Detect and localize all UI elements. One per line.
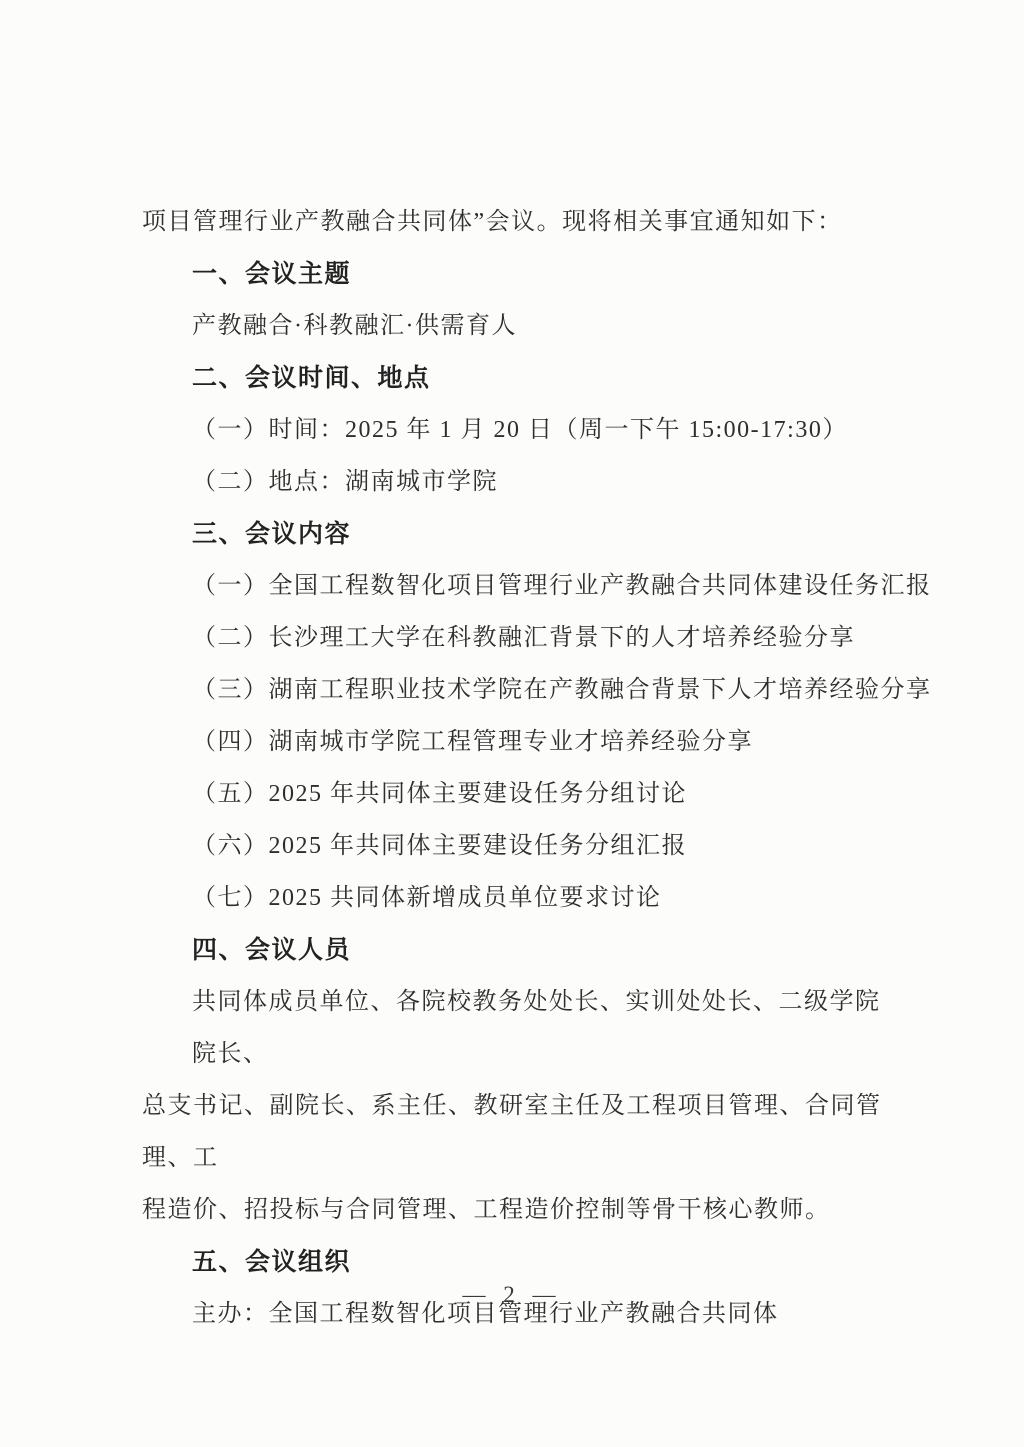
- intro-line: 项目管理行业产教融合共同体”会议。现将相关事宜通知如下：: [142, 209, 843, 235]
- section3-item-3: （三）湖南工程职业技术学院在产教融合背景下人才培养经验分享: [192, 677, 932, 703]
- section1-body: 产教融合·科教融汇·供需育人: [192, 313, 517, 339]
- document-body: [142, 196, 932, 1340]
- section3-item-2: （二）长沙理工大学在科教融汇背景下的人才培养经验分享: [192, 625, 855, 651]
- section2-item-time: （一）时间：2025 年 1 月 20 日（周一下午 15:00-17:30）: [192, 417, 848, 443]
- section3-heading: 三、会议内容: [192, 520, 352, 548]
- section4-paragraph-line-3: 程造价、招投标与合同管理、工程造价控制等骨干核心教师。: [142, 1197, 831, 1223]
- section4-paragraph-line-2: 总支书记、副院长、系主任、教研室主任及工程项目管理、合同管理、工: [142, 1093, 882, 1171]
- section1-heading: 一、会议主题: [192, 260, 352, 288]
- section3-item-1: （一）全国工程数智化项目管理行业产教融合共同体建设任务汇报: [192, 573, 932, 599]
- section3-item-4: （四）湖南城市学院工程管理专业才培养经验分享: [192, 729, 753, 755]
- section5-item-host: 主办：全国工程数智化项目管理行业产教融合共同体: [192, 1301, 779, 1327]
- section3-item-6: （六）2025 年共同体主要建设任务分组汇报: [192, 833, 687, 859]
- section2-item-place: （二）地点：湖南城市学院: [192, 469, 498, 495]
- section3-item-7: （七）2025 共同体新增成员单位要求讨论: [192, 885, 662, 911]
- section4-paragraph: [142, 976, 898, 1236]
- section2-heading: 二、会议时间、地点: [192, 364, 431, 392]
- section4-heading: 四、会议人员: [192, 936, 352, 964]
- section4-paragraph-line-1: 共同体成员单位、各院校教务处处长、实训处处长、二级学院院长、: [192, 989, 881, 1067]
- section3-item-5: （五）2025 年共同体主要建设任务分组讨论: [192, 781, 687, 807]
- section5-heading: 五、会议组织: [192, 1248, 352, 1276]
- page-number: — 2 —: [462, 1282, 562, 1307]
